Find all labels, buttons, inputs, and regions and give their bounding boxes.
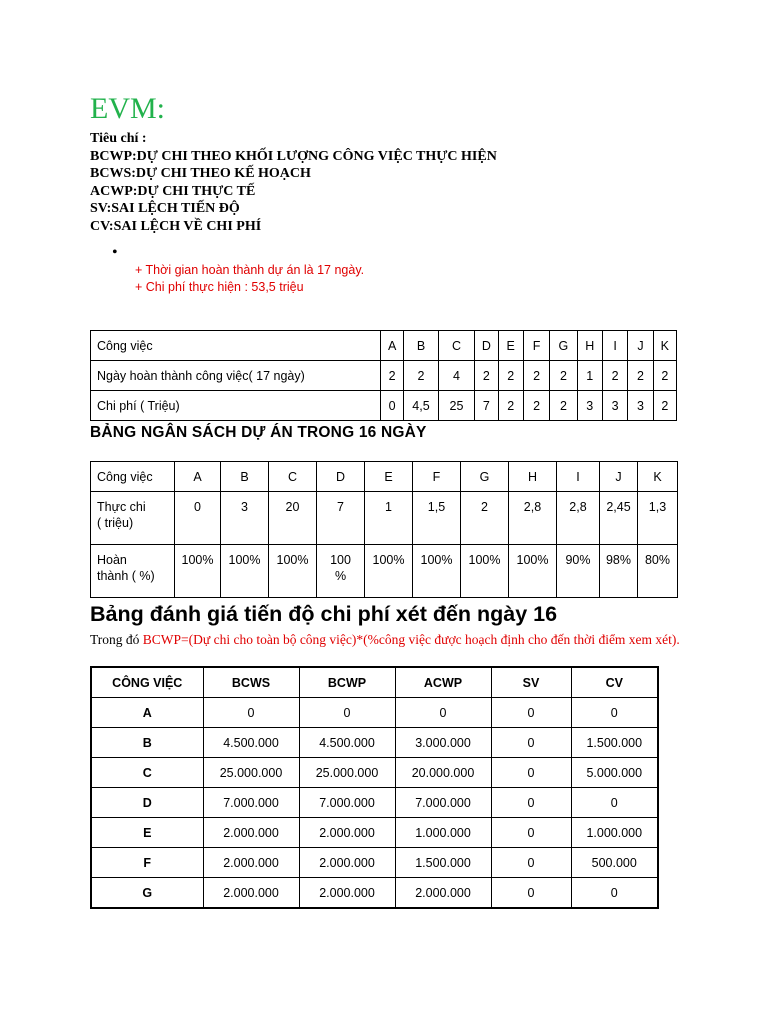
- header-cell: D: [317, 462, 365, 492]
- criteria-line: BCWS:DỰ CHI THEO KẾ HOẠCH: [90, 166, 311, 182]
- table-cell: 2: [461, 492, 509, 545]
- header-cell: H: [509, 462, 557, 492]
- header-cell: BCWP: [299, 667, 395, 698]
- table-cell: 100%: [509, 545, 557, 598]
- header-cell: E: [365, 462, 413, 492]
- table-cell: 2.000.000: [203, 818, 299, 848]
- notes-block: [135, 262, 364, 296]
- table-header-row: [91, 462, 678, 492]
- table-cell: 100%: [221, 545, 269, 598]
- criteria-line: CV:SAI LỆCH VỀ CHI PHÍ: [90, 218, 262, 234]
- table-cell: 25.000.000: [203, 758, 299, 788]
- table-cell: 0: [571, 788, 658, 818]
- criteria-heading: Tiêu chí :: [90, 131, 147, 146]
- table-cell: 1: [365, 492, 413, 545]
- formula-note: [90, 631, 690, 649]
- header-cell: I: [602, 331, 627, 361]
- table-cell: 3: [221, 492, 269, 545]
- header-cell: E: [498, 331, 523, 361]
- table-cell: 0: [299, 698, 395, 728]
- table-row: [91, 878, 658, 909]
- table-cell: 25.000.000: [299, 758, 395, 788]
- table-cell: E: [91, 818, 203, 848]
- table-cell: 1,3: [638, 492, 678, 545]
- table-cell: 4.500.000: [203, 728, 299, 758]
- table-cell: 3: [577, 391, 602, 421]
- header-cell: D: [475, 331, 498, 361]
- table-cell: 2: [475, 361, 498, 391]
- schedule-table: [90, 330, 677, 421]
- note-duration: + Thời gian hoàn thành dự án là 17 ngày.: [135, 263, 365, 277]
- table-cell: 0: [491, 818, 571, 848]
- table-cell: B: [91, 728, 203, 758]
- header-cell: H: [577, 331, 602, 361]
- table-row: [91, 728, 658, 758]
- table-cell: 0: [491, 788, 571, 818]
- table-cell: 2.000.000: [395, 878, 491, 909]
- table-cell: D: [91, 788, 203, 818]
- header-cell: BCWS: [203, 667, 299, 698]
- table-cell: 25: [438, 391, 474, 421]
- table-cell: Hoàn thành ( %): [91, 545, 175, 598]
- header-cell: K: [653, 331, 676, 361]
- table-row: [91, 545, 678, 598]
- criteria-line: ACWP:DỰ CHI THỰC TẾ: [90, 183, 256, 199]
- table-cell: 2,45: [600, 492, 638, 545]
- table-row: [91, 818, 658, 848]
- header-cell: A: [175, 462, 221, 492]
- table-cell: 0: [380, 391, 403, 421]
- table-header-row: [91, 667, 658, 698]
- table-cell: 0: [203, 698, 299, 728]
- table-cell: 90%: [557, 545, 600, 598]
- table-cell: 3.000.000: [395, 728, 491, 758]
- header-cell: K: [638, 462, 678, 492]
- table-cell: 100%: [461, 545, 509, 598]
- bullet-icon: •: [112, 244, 118, 261]
- table-cell: 2: [653, 361, 676, 391]
- table-cell: 100%: [365, 545, 413, 598]
- table-cell: 2.000.000: [299, 818, 395, 848]
- table-cell: 2,8: [557, 492, 600, 545]
- header-cell: CÔNG VIỆC: [91, 667, 203, 698]
- table-cell: 2,8: [509, 492, 557, 545]
- formula-text: BCWP=(Dự chi cho toàn bộ công việc)*(%công việc được hoạch định cho đến thời điểm xem xét).: [142, 632, 680, 647]
- header-cell: F: [523, 331, 549, 361]
- budget-heading: BẢNG NGÂN SÁCH DỰ ÁN TRONG 16 NGÀY: [90, 424, 427, 441]
- table-cell: 2.000.000: [299, 878, 395, 909]
- table-cell: 2: [523, 391, 549, 421]
- header-cell: ACWP: [395, 667, 491, 698]
- criteria-line: BCWP:DỰ CHI THEO KHỐI LƯỢNG CÔNG VIỆC THỰC HIỆN: [90, 148, 497, 164]
- table-cell: 4: [438, 361, 474, 391]
- table-cell: 1,5: [413, 492, 461, 545]
- table-cell: 0: [175, 492, 221, 545]
- table-cell: 7.000.000: [299, 788, 395, 818]
- formula-prefix: Trong đó: [90, 632, 143, 647]
- table-cell: 2: [380, 361, 403, 391]
- table-cell: 7.000.000: [203, 788, 299, 818]
- header-cell: J: [628, 331, 653, 361]
- table-cell: Chi phí ( Triệu): [91, 391, 381, 421]
- header-cell: Công việc: [91, 331, 381, 361]
- table-header-row: [91, 331, 677, 361]
- criteria-block: [90, 130, 497, 236]
- table-cell: Thực chi ( triệu): [91, 492, 175, 545]
- page-title: EVM:: [90, 92, 165, 125]
- header-cell: SV: [491, 667, 571, 698]
- table-cell: 2: [404, 361, 438, 391]
- table-row: [91, 391, 677, 421]
- header-cell: G: [461, 462, 509, 492]
- header-cell: G: [550, 331, 577, 361]
- table-cell: 100%: [175, 545, 221, 598]
- header-cell: J: [600, 462, 638, 492]
- table-cell: 0: [491, 698, 571, 728]
- table-cell: 2.000.000: [203, 878, 299, 909]
- table-cell: 100%: [269, 545, 317, 598]
- table-cell: 0: [491, 878, 571, 909]
- table-cell: 1.000.000: [395, 818, 491, 848]
- table-cell: 0: [491, 728, 571, 758]
- header-cell: A: [380, 331, 403, 361]
- table-cell: 2: [498, 361, 523, 391]
- table-cell: 2.000.000: [299, 848, 395, 878]
- table-cell: 0: [491, 848, 571, 878]
- table-cell: F: [91, 848, 203, 878]
- table-cell: 2: [628, 361, 653, 391]
- table-cell: 4,5: [404, 391, 438, 421]
- table-cell: 20.000.000: [395, 758, 491, 788]
- table-cell: 2: [523, 361, 549, 391]
- header-cell: B: [404, 331, 438, 361]
- table-row: [91, 848, 658, 878]
- table-row: [91, 492, 678, 545]
- table-cell: 500.000: [571, 848, 658, 878]
- table-cell: 80%: [638, 545, 678, 598]
- table-cell: 0: [491, 758, 571, 788]
- table-row: [91, 698, 658, 728]
- table-cell: 1: [577, 361, 602, 391]
- table-cell: 7.000.000: [395, 788, 491, 818]
- table-cell: A: [91, 698, 203, 728]
- criteria-line: SV:SAI LỆCH TIẾN ĐỘ: [90, 201, 240, 217]
- table-cell: 4.500.000: [299, 728, 395, 758]
- table-cell: 7: [317, 492, 365, 545]
- header-cell: Công việc: [91, 462, 175, 492]
- note-cost: + Chi phí thực hiện : 53,5 triệu: [135, 280, 304, 294]
- table-cell: 0: [571, 698, 658, 728]
- table-row: [91, 361, 677, 391]
- table-cell: Ngày hoàn thành công việc( 17 ngày): [91, 361, 381, 391]
- table-cell: 2: [550, 391, 577, 421]
- table-cell: 2: [550, 361, 577, 391]
- evaluation-table: [90, 666, 659, 909]
- table-cell: 1.500.000: [395, 848, 491, 878]
- table-cell: 2: [602, 361, 627, 391]
- table-cell: 100%: [413, 545, 461, 598]
- budget-table: [90, 461, 678, 598]
- table-cell: 2.000.000: [203, 848, 299, 878]
- table-row: [91, 758, 658, 788]
- table-cell: 7: [475, 391, 498, 421]
- table-cell: C: [91, 758, 203, 788]
- table-cell: 2: [498, 391, 523, 421]
- table-cell: 100 %: [317, 545, 365, 598]
- header-cell: I: [557, 462, 600, 492]
- table-cell: 2: [653, 391, 676, 421]
- header-cell: B: [221, 462, 269, 492]
- table-cell: 0: [571, 878, 658, 909]
- table-cell: 3: [628, 391, 653, 421]
- table-cell: 5.000.000: [571, 758, 658, 788]
- table-cell: 20: [269, 492, 317, 545]
- table-cell: G: [91, 878, 203, 909]
- table-cell: 1.500.000: [571, 728, 658, 758]
- table-cell: 1.000.000: [571, 818, 658, 848]
- header-cell: C: [438, 331, 474, 361]
- table-cell: 3: [602, 391, 627, 421]
- table-cell: 98%: [600, 545, 638, 598]
- header-cell: F: [413, 462, 461, 492]
- evaluation-heading: Bảng đánh giá tiến độ chi phí xét đến ngày 16: [90, 602, 558, 626]
- header-cell: CV: [571, 667, 658, 698]
- table-row: [91, 788, 658, 818]
- table-cell: 0: [395, 698, 491, 728]
- header-cell: C: [269, 462, 317, 492]
